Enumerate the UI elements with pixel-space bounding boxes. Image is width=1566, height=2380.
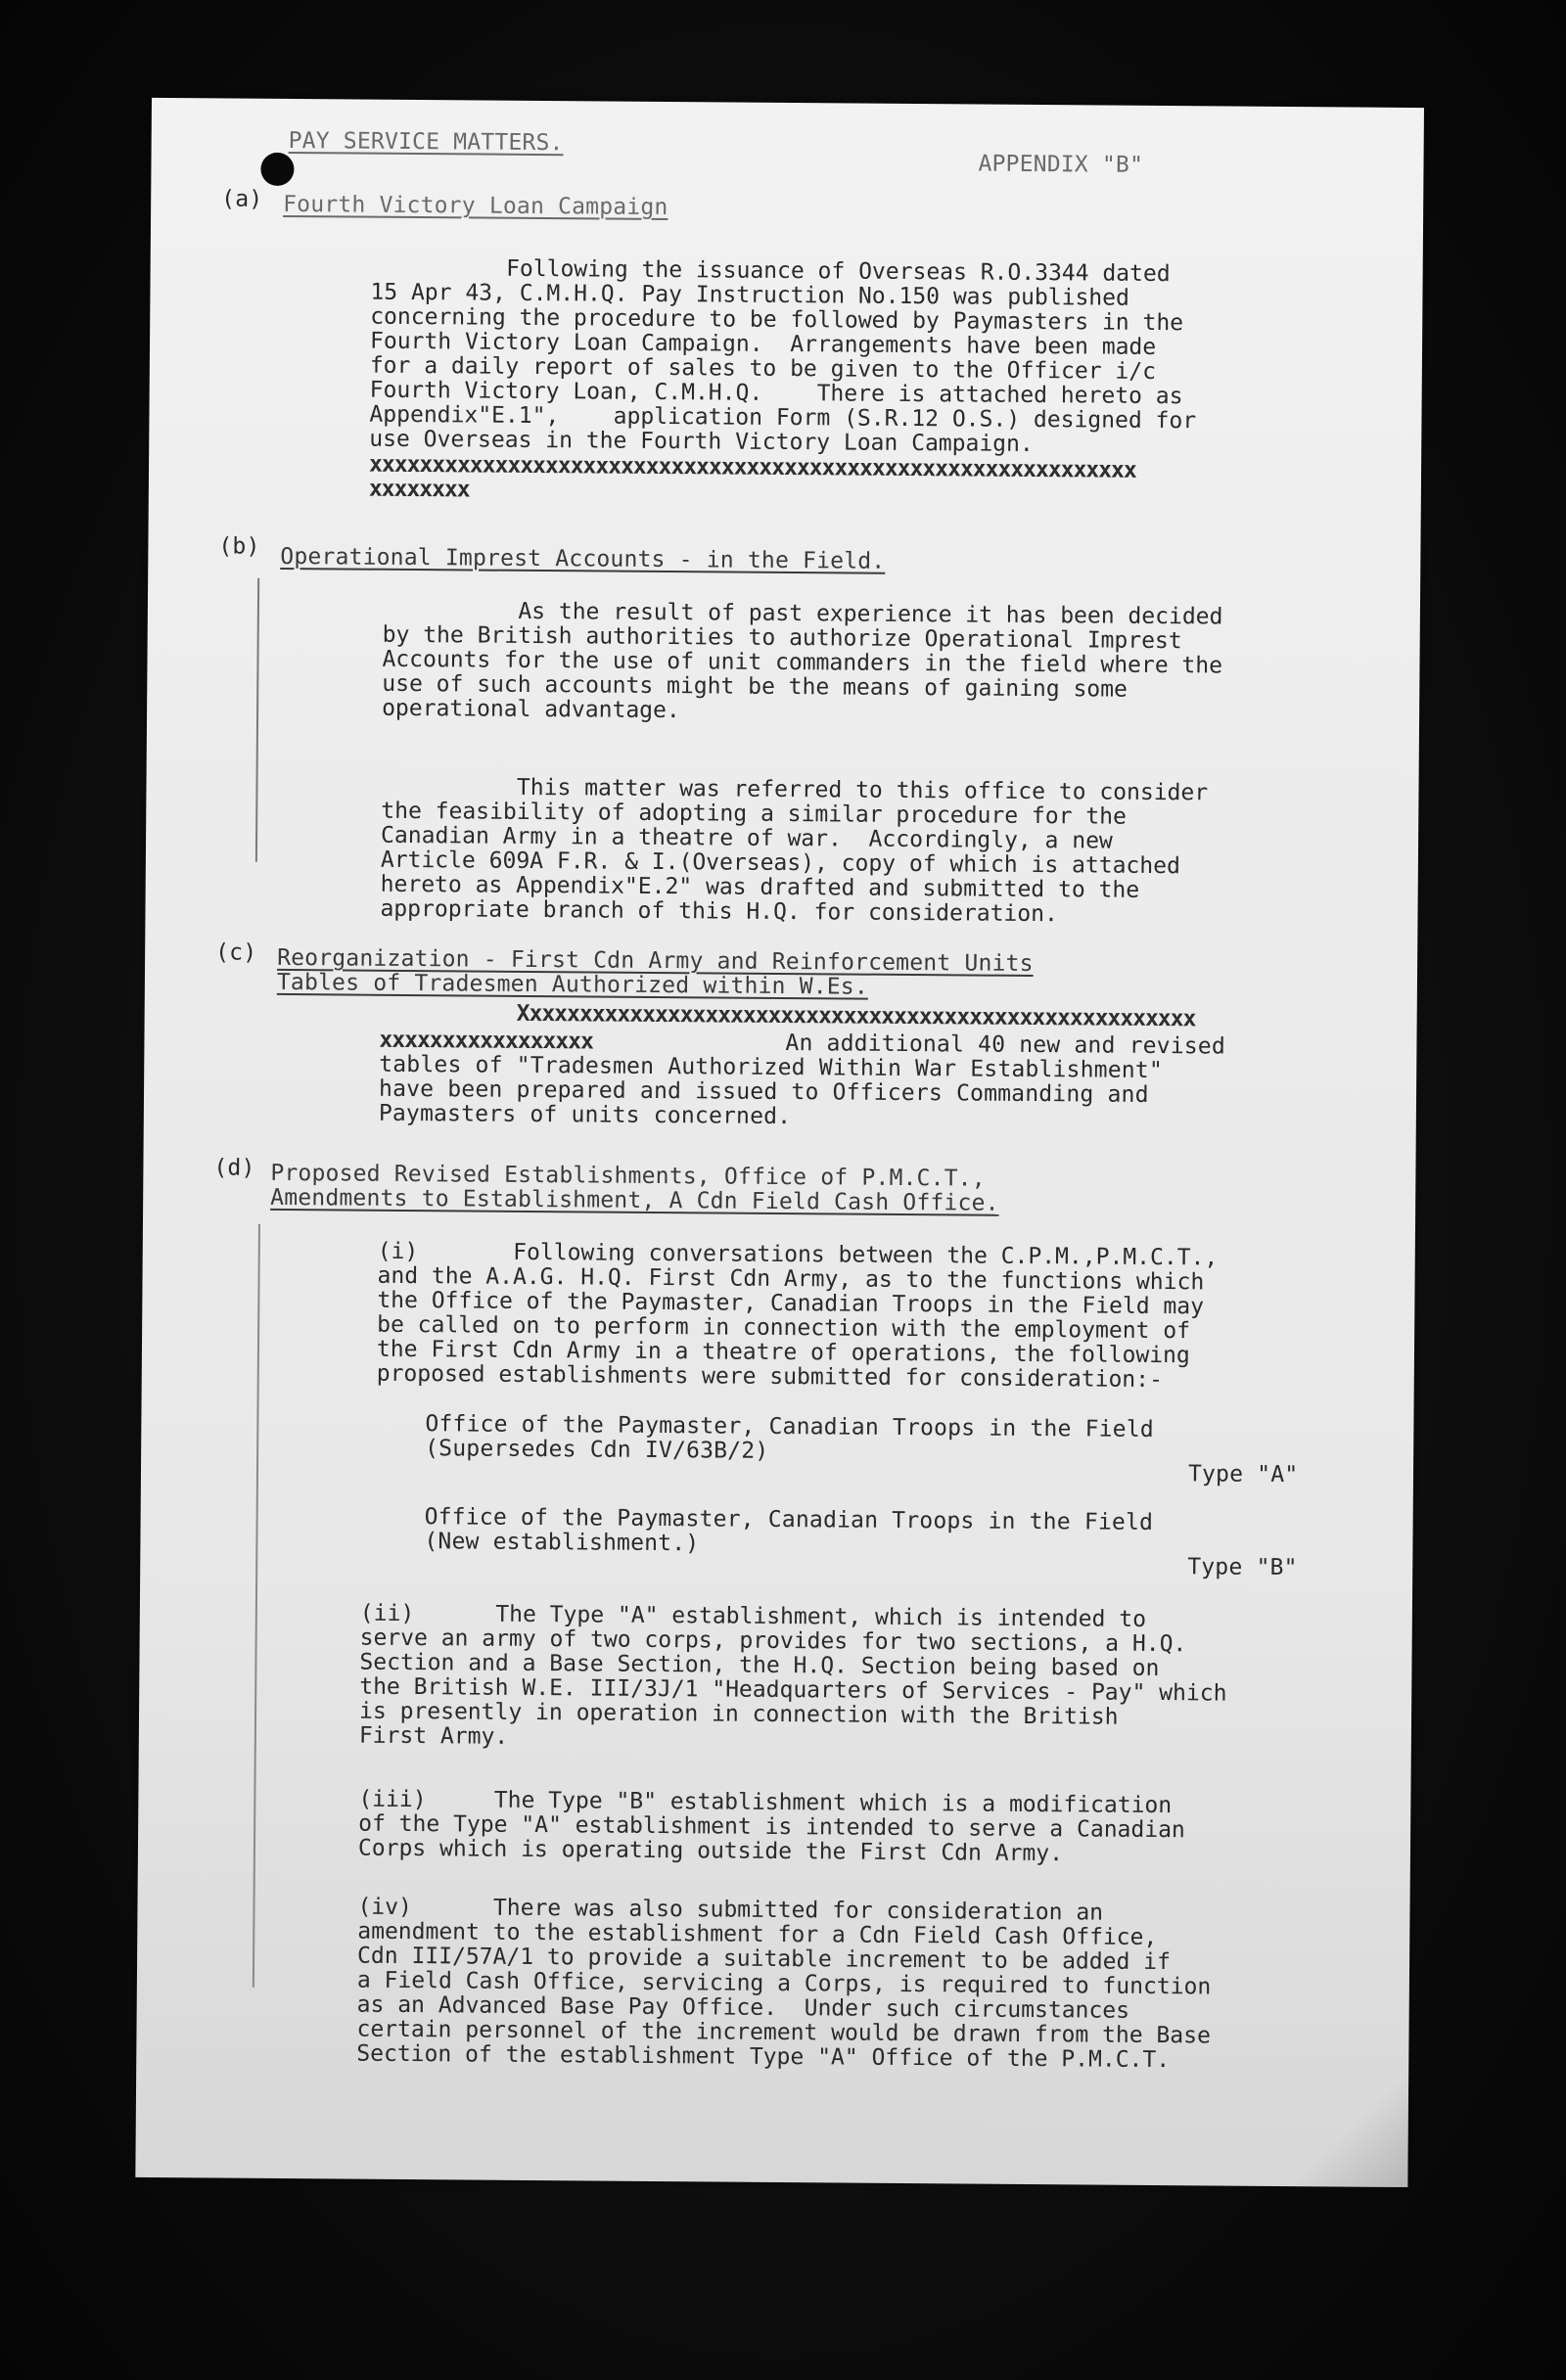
section-d-i-line: (i) Following conversations between the C.P.M.,P.M.C.T., <box>377 1238 1219 1271</box>
section-d-i-line: the First Cdn Army in a theatre of operations, the following <box>376 1336 1190 1369</box>
section-d-iii-line: (iii) The Type "B" establishment which is a modification <box>358 1786 1173 1819</box>
section-a-line: concerning the procedure to be followed by Paymasters in the <box>370 303 1184 337</box>
section-d-item-iv <box>356 1896 1212 2074</box>
section-d-iv-line: Cdn III/57A/1 to provide a suitable increment to be added if <box>357 1943 1172 1976</box>
section-c-line-3: have been prepared and issued to Officers Commanding and <box>378 1076 1149 1108</box>
estab-b-line-2: (New establishment.) <box>424 1529 700 1557</box>
section-d-ii-line: the British W.E. III/3J/1 "Headquarters of Services - Pay" which <box>359 1673 1227 1707</box>
section-b-p1-line: operational advantage. <box>382 695 680 724</box>
section-d-ii-line: First Army. <box>358 1722 509 1750</box>
section-a-strikeout-1: xxxxxxxxxxxxxxxxxxxxxxxxxxxxxxxxxxxxxxxxxxxxxxxxxxxxxxxxxxxxx <box>368 451 1136 483</box>
section-b-p2-line: Canadian Army in a theatre of war. Accordingly, a new <box>381 822 1113 854</box>
section-a-title: Fourth Victory Loan Campaign <box>283 191 668 221</box>
section-d-i-line: proposed establishments were submitted for consideration:- <box>376 1360 1164 1394</box>
section-b-p1-line: Accounts for the use of unit commanders in the field where the <box>382 646 1223 679</box>
section-a-line: Appendix"E.1", application Form (S.R.12 O.S.) designed for <box>369 401 1197 435</box>
header-title: PAY SERVICE MATTERS. <box>288 127 564 157</box>
section-b-label: (b) <box>218 533 260 560</box>
section-d-ii-line: Section and a Base Section, the H.Q. Section being based on <box>359 1649 1160 1682</box>
section-d-iv-line: amendment to the establishment for a Cdn Field Cash Office, <box>357 1918 1158 1951</box>
section-d-iii-line: of the Type "A" establishment is intended to serve a Canadian <box>358 1810 1185 1844</box>
section-d-i-line: the Office of the Paymaster, Canadian Troops in the Field may <box>377 1287 1205 1320</box>
section-a-line: for a daily report of sales to be given to the Officer i/c <box>369 352 1157 385</box>
section-c-title-2: Tables of Tradesmen Authorized within W.Es. <box>276 969 869 1000</box>
section-c-label: (c) <box>215 939 257 966</box>
section-b-p2-line: This matter was referred to this office to consider <box>381 773 1209 806</box>
section-d-ii-line: serve an army of two corps, provides for two sections, a H.Q. <box>359 1625 1187 1658</box>
section-d-ii-line: is presently in operation in connection with the British <box>358 1698 1119 1730</box>
section-d-title-2: Amendments to Establishment, A Cdn Field Cash Office. <box>270 1184 999 1216</box>
section-a-line: Fourth Victory Loan, C.M.H.Q. There is attached hereto as <box>369 377 1183 410</box>
section-b-paragraph-1 <box>382 599 1222 728</box>
section-d-iv-line: a Field Cash Office, servicing a Corps, is required to function <box>356 1967 1212 2000</box>
section-b-p2-line: hereto as Appendix"E.2" was drafted and submitted to the <box>380 871 1140 903</box>
section-b-p2-line: Article 609A F.R. & I.(Overseas), copy of which is attached <box>380 847 1180 880</box>
section-d-iv-line: as an Advanced Base Pay Office. Under such circumstances <box>356 1991 1130 2024</box>
section-c-strikeout-1: Xxxxxxxxxxxxxxxxxxxxxxxxxxxxxxxxxxxxxxxxxxxxxxxxxxxxxx <box>516 1000 1196 1032</box>
section-b-title: Operational Imprest Accounts - in the Field. <box>280 543 886 574</box>
section-d-iv-line: Section of the establishment Type "A" Office of the P.M.C.T. <box>356 2040 1171 2074</box>
section-d-i-line: be called on to perform in connection with the employment of <box>377 1311 1191 1345</box>
section-a-line: Fourth Victory Loan Campaign. Arrangements have been made <box>369 328 1157 360</box>
section-c-line-1: An additional 40 new and revised <box>785 1030 1226 1060</box>
estab-a-type: Type "A" <box>1187 1461 1299 1488</box>
section-d-item-iii <box>358 1788 1185 1868</box>
section-a-line: use Overseas in the Fourth Victory Loan Campaign. <box>369 426 1034 457</box>
section-d-iv-line: (iv) There was also submitted for consideration an <box>357 1894 1104 1926</box>
section-c-line-2: tables of "Tradesmen Authorized Within War Establishment" <box>379 1051 1164 1084</box>
section-a-line: Following the issuance of Overseas R.O.3344 dated <box>370 254 1171 288</box>
punch-hole <box>260 153 294 186</box>
estab-a-line-2: (Supersedes Cdn IV/63B/2) <box>425 1436 769 1464</box>
margin-mark-d <box>253 1224 260 1988</box>
section-d-label: (d) <box>213 1155 255 1181</box>
document-page <box>135 98 1424 2187</box>
section-d-title-1: Proposed Revised Establishments, Office of P.M.C.T., <box>270 1160 986 1192</box>
section-c-title-1: Reorganization - First Cdn Army and Reinforcement Units <box>277 944 1034 977</box>
margin-mark-b <box>255 578 259 862</box>
section-a-strikeout-2: xxxxxxxx <box>368 476 470 503</box>
section-d-i-line: and the A.A.G. H.Q. First Cdn Army, as to the functions which <box>377 1262 1205 1296</box>
section-b-p1-line: As the result of past experience it has been decided <box>382 597 1223 630</box>
section-a-line: 15 Apr 43, C.M.H.Q. Pay Instruction No.150 was published <box>370 279 1129 311</box>
estab-b-type: Type "B" <box>1187 1554 1298 1581</box>
section-c-strikeout-2: xxxxxxxxxxxxxxxxx <box>379 1027 593 1055</box>
estab-b-line-1: Office of the Paymaster, Canadian Troops in the Field <box>424 1504 1154 1535</box>
section-b-p2-line: appropriate branch of this H.Q. for consideration. <box>380 895 1058 928</box>
section-a-body <box>369 256 1197 459</box>
section-b-paragraph-2 <box>380 775 1208 929</box>
section-d-item-i <box>377 1240 1219 1394</box>
appendix-label: APPENDIX "B" <box>978 151 1144 178</box>
section-b-p1-line: use of such accounts might be the means of gaining some <box>382 670 1128 703</box>
section-d-ii-line: (ii) The Type "A" establishment, which is intended to <box>359 1600 1147 1632</box>
section-d-iv-line: certain personnel of the increment would be drawn from the Base <box>356 2016 1211 2049</box>
section-c-line-4: Paymasters of units concerned. <box>378 1100 792 1130</box>
section-b-p2-line: the feasibility of adopting a similar procedure for the <box>381 798 1127 830</box>
estab-a-line-1: Office of the Paymaster, Canadian Troops in the Field <box>425 1411 1154 1442</box>
section-b-p1-line: by the British authorities to authorize Operational Imprest <box>382 621 1182 655</box>
section-d-item-ii <box>359 1602 1227 1756</box>
page-corner-curl <box>1290 2039 1408 2187</box>
section-a-label: (a) <box>221 186 263 212</box>
section-d-iii-line: Corps which is operating outside the First Cdn Army. <box>357 1835 1064 1867</box>
